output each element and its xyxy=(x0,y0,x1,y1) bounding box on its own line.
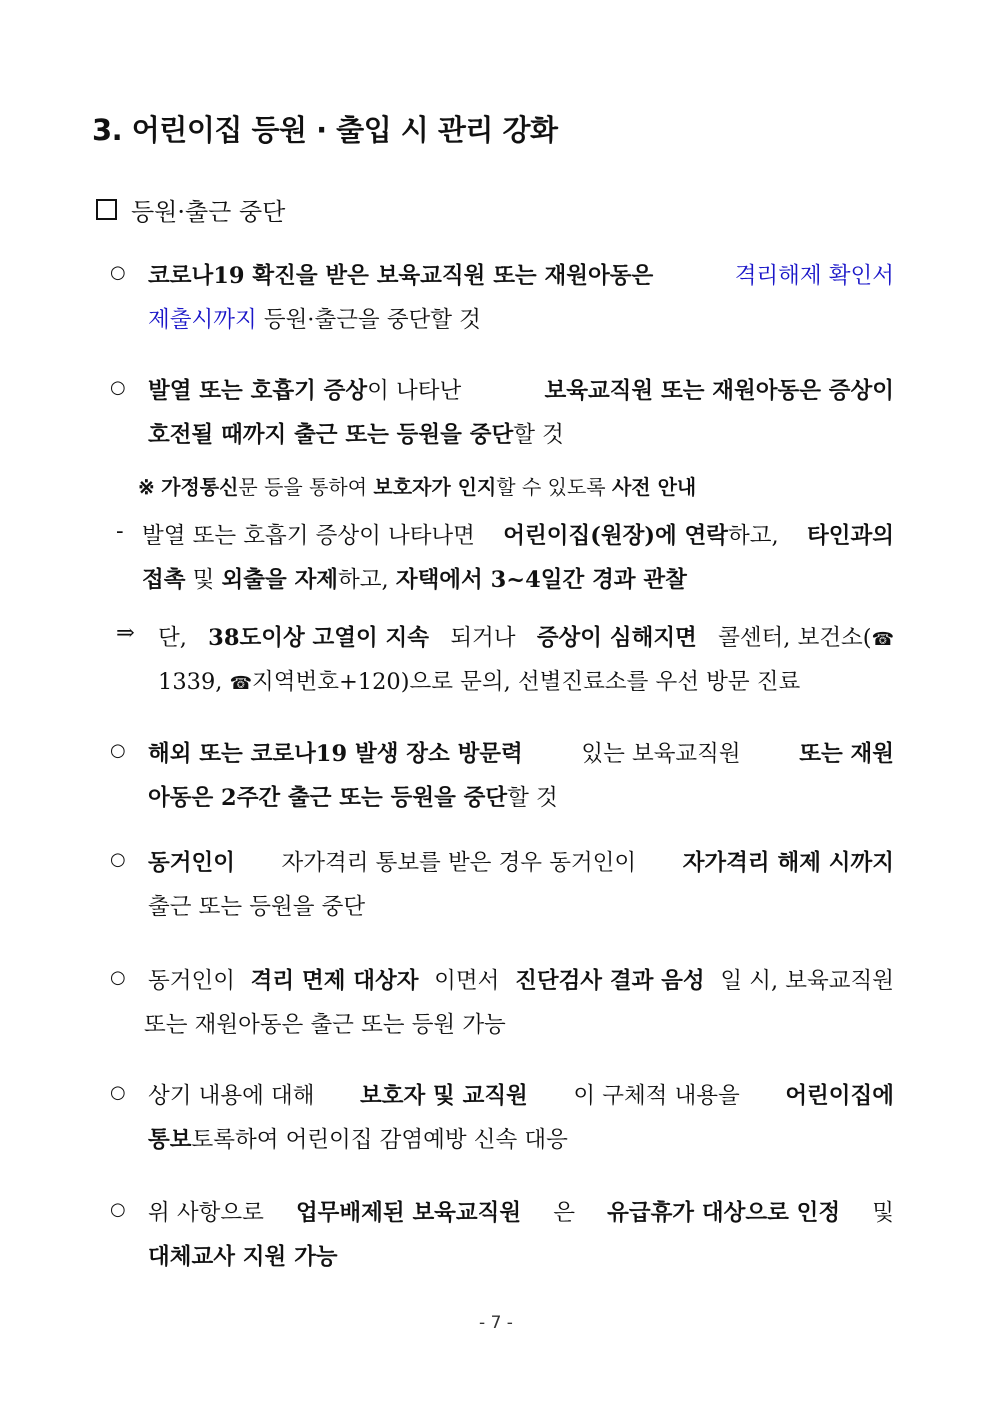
text-bold: 보육교직원 또는 재원아동은 증상이 xyxy=(544,378,894,404)
bullet-6-line-2 xyxy=(148,1122,568,1154)
bullet-5-line-2 xyxy=(144,1007,506,1039)
text: 및 xyxy=(872,1200,894,1226)
bullet-4-line-1 xyxy=(148,845,894,877)
text-bold: 사전 안내 xyxy=(611,475,697,499)
text: 등원·출근을 중단할 것 xyxy=(256,307,481,333)
text: 발열 또는 호흡기 증상이 나타나면 xyxy=(142,523,475,549)
checkbox-square-icon xyxy=(96,199,117,220)
section-label: 등원·출근 중단 xyxy=(131,198,286,226)
text-bold: 자가격리 해제 시까지 xyxy=(682,850,894,876)
text-bold: 자택에서 3~4일간 경과 관찰 xyxy=(395,567,687,593)
arrow-mark: ⇒ xyxy=(116,620,135,646)
arrow-line-2 xyxy=(158,664,800,696)
bullet-mark: ○ xyxy=(110,1082,126,1103)
phone-icon: ☎ xyxy=(871,629,894,650)
text-bold: 아동은 2주간 출근 또는 등원을 중단 xyxy=(148,785,508,811)
text-bold: 동거인이 xyxy=(148,850,235,876)
text: 단, xyxy=(158,625,187,651)
dash-line-1 xyxy=(142,518,894,550)
dash-line-2 xyxy=(142,562,687,594)
text: 위 사항으로 xyxy=(148,1200,264,1226)
text: 출근 또는 등원을 중단 xyxy=(148,894,366,920)
text: 또는 재원아동은 출근 또는 등원 가능 xyxy=(144,1012,506,1038)
text: 문 등을 통하여 xyxy=(238,475,374,499)
text: 할 것 xyxy=(507,785,558,811)
text-bold: 유급휴가 대상으로 인정 xyxy=(607,1200,841,1226)
dash-mark: - xyxy=(116,518,124,544)
text: 이면서 xyxy=(434,968,500,994)
text: 은 xyxy=(553,1200,575,1226)
text-bold: 증상이 심해지면 xyxy=(536,625,697,651)
text-bold: 호전될 때까지 출근 또는 등원을 중단 xyxy=(148,422,514,448)
text-bold: 통보 xyxy=(148,1127,192,1153)
text: 되거나 xyxy=(450,625,516,651)
text: 할 것 xyxy=(513,422,564,448)
text-bold: 어린이집에 xyxy=(785,1083,894,1109)
bullet-5-line-1 xyxy=(148,963,894,995)
text-bold: 보호자 및 교직원 xyxy=(359,1083,528,1109)
text: 1339, xyxy=(158,669,230,695)
bullet-mark: ○ xyxy=(110,262,126,283)
text-bold: 격리 면제 대상자 xyxy=(250,968,419,994)
bullet-2-line-1 xyxy=(148,373,894,405)
text: 자가격리 통보를 받은 경우 동거인이 xyxy=(281,850,637,876)
text-bold: 접촉 xyxy=(142,567,186,593)
text: 하고, xyxy=(728,523,779,549)
text: 있는 보육교직원 xyxy=(581,741,741,767)
page-title: 3. 어린이집 등원 · 출입 시 관리 강화 xyxy=(92,113,558,147)
text-bold: 외출을 자제 xyxy=(221,567,339,593)
text: 이 나타난 xyxy=(367,378,462,404)
text-bold: 진단검사 결과 음성 xyxy=(515,968,705,994)
arrow-line-1 xyxy=(158,620,894,652)
text: 할 수 있도록 xyxy=(496,475,612,499)
text: 콜센터, 보건소( xyxy=(718,625,872,651)
phone-icon: ☎ xyxy=(229,673,252,694)
notice-line xyxy=(138,471,696,500)
text: 동거인이 xyxy=(148,968,235,994)
text-bold: 38도이상 고열이 지속 xyxy=(208,625,430,651)
text-bold: 해외 또는 코로나19 발생 장소 방문력 xyxy=(148,741,523,767)
bullet-mark: ○ xyxy=(110,377,126,398)
text: 및 xyxy=(185,567,222,593)
page-number: - 7 - xyxy=(479,1313,513,1333)
section-heading xyxy=(96,192,285,227)
reference-mark: ※ xyxy=(138,475,155,499)
text: 지역번호+120)으로 문의, 선별진료소를 우선 방문 진료 xyxy=(252,669,801,695)
text-bold: 발열 또는 호흡기 증상 xyxy=(148,378,368,404)
bullet-3-line-1 xyxy=(148,736,894,768)
text-blue: 격리해제 확인서 xyxy=(734,263,894,289)
text: 이 구체적 내용을 xyxy=(573,1083,740,1109)
bullet-mark: ○ xyxy=(110,849,126,870)
text: 하고, xyxy=(338,567,396,593)
bullet-mark: ○ xyxy=(110,740,126,761)
bullet-1-line-1 xyxy=(148,258,894,290)
bullet-1-line-2 xyxy=(148,302,481,334)
text-bold: 보호자가 인지 xyxy=(373,475,497,499)
bullet-3-line-2 xyxy=(148,780,558,812)
text-bold: 대체교사 지원 가능 xyxy=(148,1244,338,1270)
text-bold: 가정통신 xyxy=(161,475,239,499)
bullet-mark: ○ xyxy=(110,1199,126,1220)
text-bold: 코로나19 확진을 받은 보육교직원 또는 재원아동은 xyxy=(148,263,654,289)
text-bold: 어린이집(원장)에 연락 xyxy=(503,523,729,549)
bullet-7-line-1 xyxy=(148,1195,894,1227)
text-blue: 제출시까지 xyxy=(148,307,257,333)
text: 상기 내용에 대해 xyxy=(148,1083,315,1109)
text-bold: 업무배제된 보육교직원 xyxy=(295,1200,522,1226)
bullet-4-line-2 xyxy=(148,889,365,921)
text: 토록하여 어린이집 감염예방 신속 대응 xyxy=(191,1127,568,1153)
bullet-2-line-2 xyxy=(148,417,564,449)
bullet-mark: ○ xyxy=(110,967,126,988)
bullet-7-line-2 xyxy=(148,1239,338,1271)
bullet-6-line-1 xyxy=(148,1078,894,1110)
text-bold: 타인과의 xyxy=(807,523,894,549)
text: 일 시, 보육교직원 xyxy=(720,968,894,994)
text-bold: 또는 재원 xyxy=(799,741,894,767)
